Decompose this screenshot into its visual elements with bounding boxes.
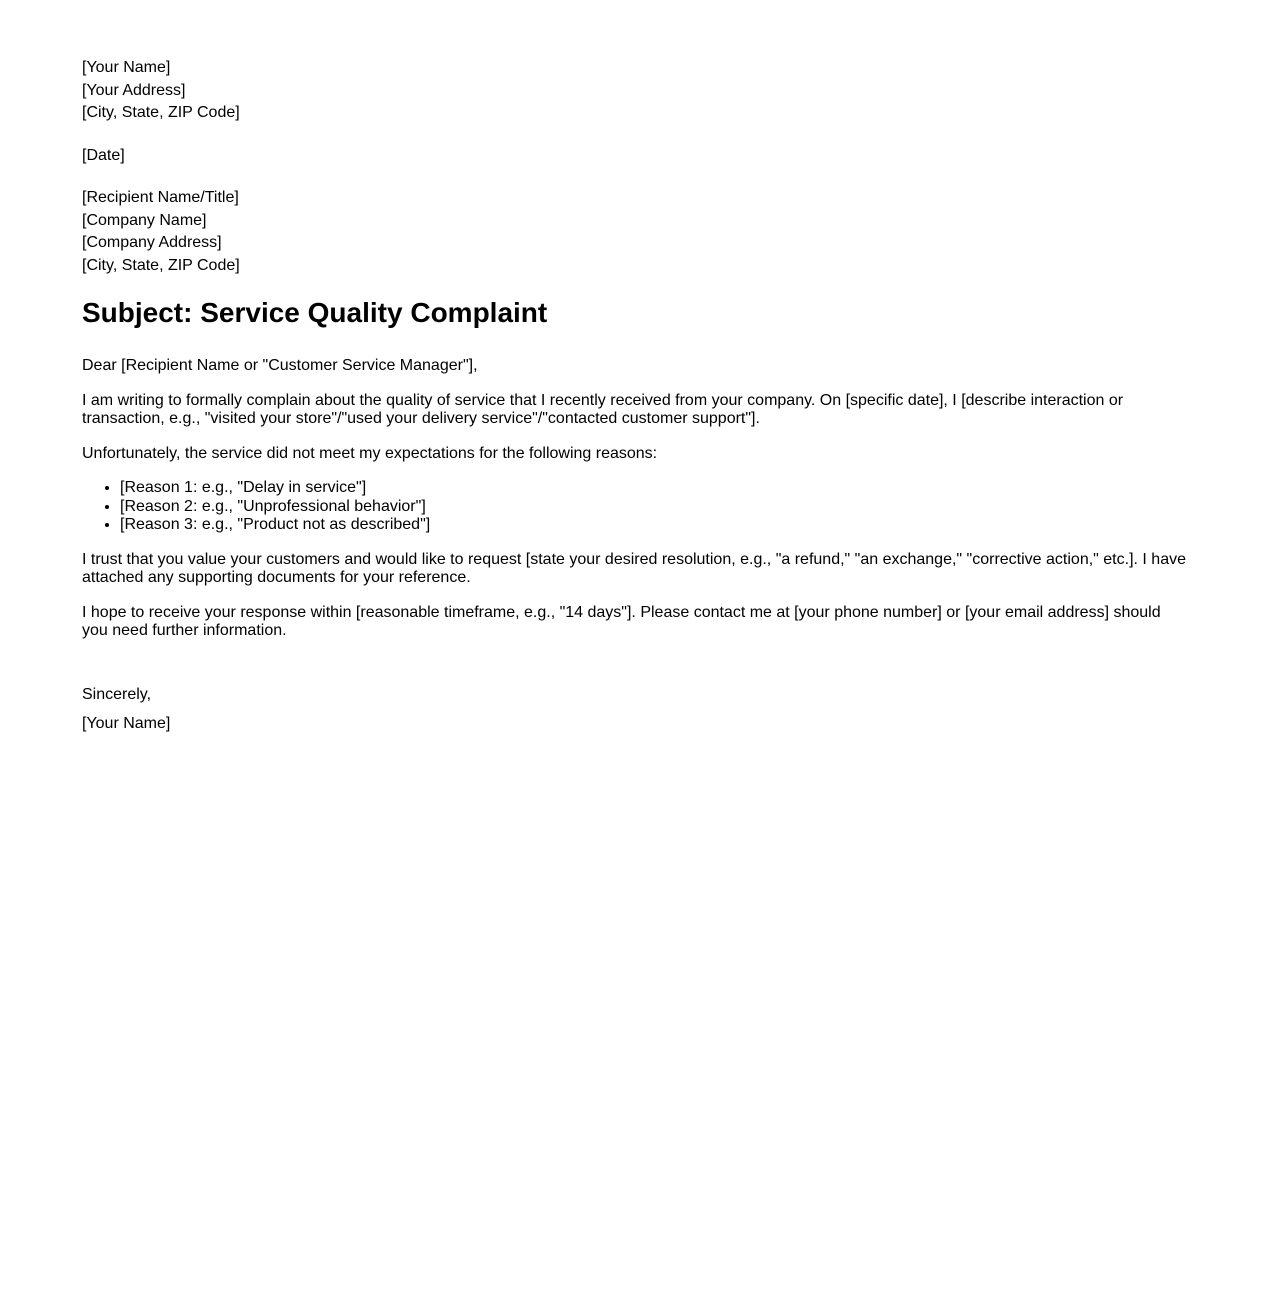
intro-paragraph: I am writing to formally complain about the quality of service that I recently received from your company. On [specific date], I [describe interaction or transaction, e.g., "visited your store"/"used your delivery service"/"contacted customer support"].	[82, 391, 1124, 427]
resolution-paragraph: I trust that you value your customers and would like to request [state your desired resolution, e.g., "a refund," "an exchange," "corrective action," etc.]. I have attached any supporting documents for your reference.	[82, 550, 1186, 586]
reason-item-1: • [Reason 1: e.g., "Delay in service"]	[120, 479, 1190, 498]
recipient-name-title: [Recipient Name/Title]	[82, 189, 239, 206]
recipient-city-state-zip: [City, State, ZIP Code]	[82, 256, 240, 274]
closing: Sincerely,	[82, 685, 152, 703]
reasons-list	[82, 479, 1190, 535]
date-block	[82, 145, 1190, 168]
reason-item-3: • [Reason 3: e.g., "Product not as described"]	[120, 516, 1190, 535]
sender-address: [Your Address]	[82, 81, 186, 99]
letter-date: [Date]	[82, 146, 125, 164]
salutation: Dear [Recipient Name or "Customer Service Manager"],	[82, 357, 478, 374]
subject-heading: Subject: Service Quality Complaint	[82, 297, 548, 328]
reasons-intro-paragraph: Unfortunately, the service did not meet my expectations for the following reasons:	[82, 444, 658, 462]
recipient-company-address: [Company Address]	[82, 234, 222, 251]
sender-name: [Your Name]	[82, 59, 171, 76]
sender-address-block	[82, 57, 1190, 125]
response-paragraph: I hope to receive your response within [reasonable timeframe, e.g., "14 days"]. Please contact me at [your phone number] or [your email address] should you need further information.	[82, 603, 1161, 639]
signature-name: [Your Name]	[82, 715, 171, 732]
recipient-company-name: [Company Name]	[82, 211, 207, 229]
recipient-address-block	[82, 187, 1190, 277]
sender-city-state-zip: [City, State, ZIP Code]	[82, 104, 240, 121]
reason-item-2: • [Reason 2: e.g., "Unprofessional behavior"]	[120, 498, 1190, 517]
